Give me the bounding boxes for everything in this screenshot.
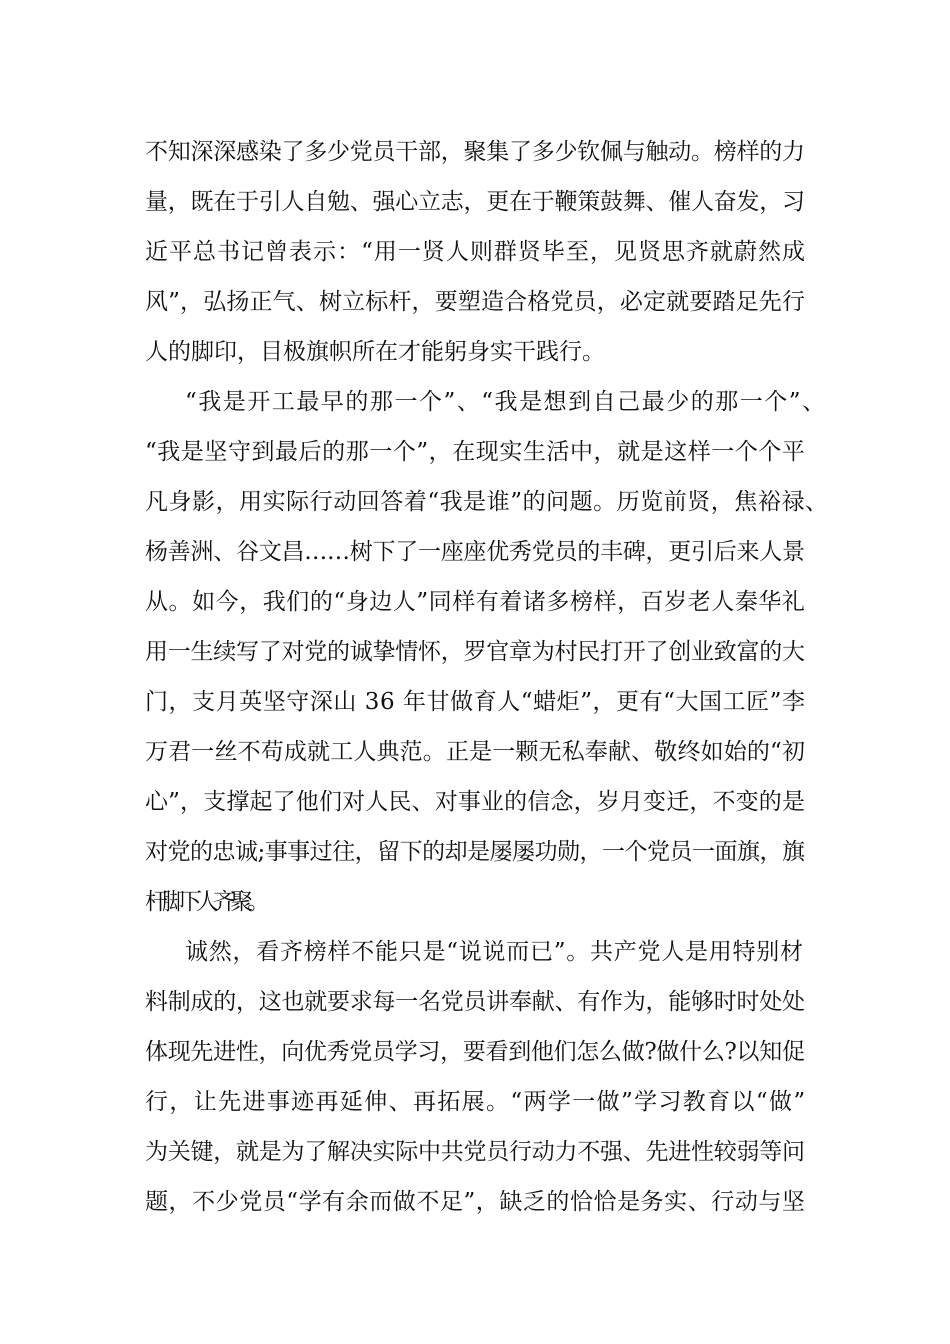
text-line: 对党的忠诚;事事过往，留下的却是屡屡功勋，一个党员一面旗，旗 (145, 839, 805, 865)
text-line: 杆脚下人齐聚。 (145, 889, 264, 915)
text-line: 料制成的，这也就要求每一名党员讲奉献、有作为，能够时时处处 (145, 989, 805, 1015)
text-line: 从。如今，我们的“身边人”同样有着诸多榜样，百岁老人秦华礼 (145, 589, 806, 615)
text-line: 为关键，就是为了解决实际中共党员行动力不强、先进性较弱等问 (145, 1139, 805, 1165)
text-line: 题，不少党员“学有余而做不足”，缺乏的恰恰是务实、行动与坚 (145, 1189, 806, 1215)
text-line: 近平总书记曾表示：“用一贤人则群贤毕至，见贤思齐就蔚然成 (145, 239, 807, 265)
text-line: 用一生续写了对党的诚挚情怀，罗官章为村民打开了创业致富的大 (145, 639, 805, 665)
text-line: 风”，弘扬正气、树立标杆，要塑造合格党员，必定就要踏足先行 (145, 289, 806, 315)
text-line: 心”，支撑起了他们对人民、对事业的信念，岁月变迁，不变的是 (145, 789, 806, 815)
text-line: 行，让先进事迹再延伸、再拓展。“两学一做”学习教育以“做” (145, 1089, 807, 1115)
text-line: 杨善洲、谷文昌……树下了一座座优秀党员的丰碑，更引后来人景 (145, 539, 805, 565)
text-line: 凡身影，用实际行动回答着“我是谁”的问题。历览前贤，焦裕禄、 (145, 489, 829, 515)
text-line: “我是开工最早的那一个”、“我是想到自己最少的那一个”、 (185, 389, 827, 415)
text-line: 万君一丝不苟成就工人典范。正是一颗无私奉献、敬终如始的“初 (145, 739, 806, 765)
text-line: 体现先进性，向优秀党员学习，要看到他们怎么做?做什么?以知促 (145, 1039, 805, 1065)
text-line: “我是坚守到最后的那一个”，在现实生活中，就是这样一个个平 (145, 439, 806, 465)
text-line: 量，既在于引人自勉、强心立志，更在于鞭策鼓舞、催人奋发，习 (145, 189, 805, 215)
text-line: 不知深深感染了多少党员干部，聚集了多少钦佩与触动。榜样的力 (145, 139, 805, 165)
text-line: 人的脚印，目极旗帜所在才能躬身实干践行。 (145, 339, 605, 365)
text-line: 诚然，看齐榜样不能只是“说说而已”。共产党人是用特别材 (185, 939, 804, 965)
text-line: 门，支月英坚守深山 36 年甘做育人“蜡炬”，更有“大国工匠”李 (145, 689, 806, 715)
